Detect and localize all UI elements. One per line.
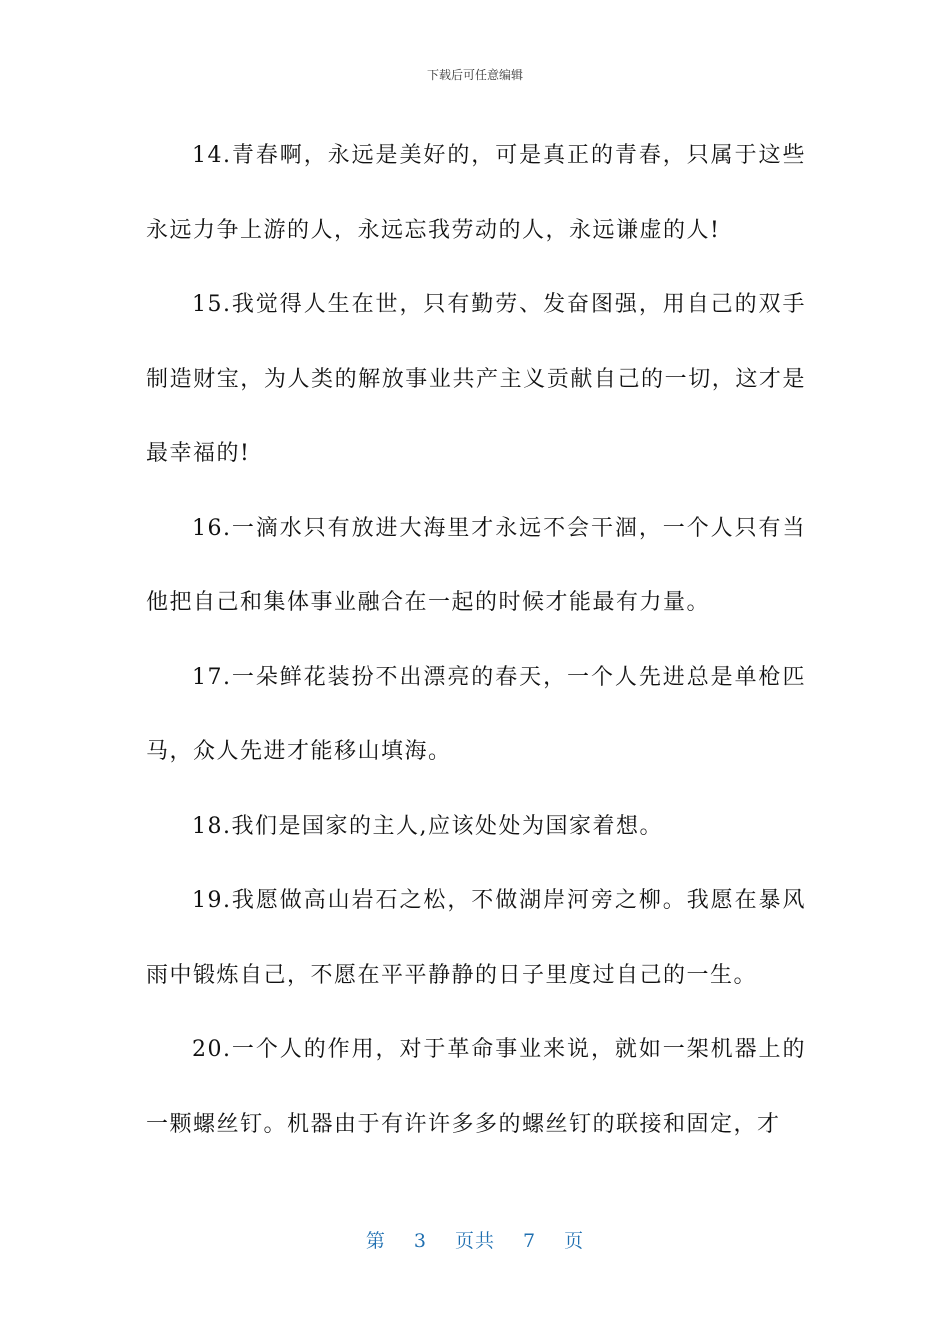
footer-current-page: 3	[413, 1230, 427, 1252]
paragraph-15: 15.我觉得人生在世，只有勤劳、发奋图强，用自己的双手制造财宝，为人类的解放事业共产主义贡献自己的一切，这才是最幸福的!	[146, 292, 806, 466]
footer-total-pages: 7	[523, 1230, 537, 1252]
paragraph-14: 14.青春啊，永远是美好的，可是真正的青春，只属于这些永远力争上游的人，永远忘我劳动的人，永远谦虚的人!	[146, 143, 806, 243]
page-footer	[0, 1226, 950, 1253]
paragraph-17: 17.一朵鲜花装扮不出漂亮的春天，一个人先进总是单枪匹马，众人先进才能移山填海。	[146, 664, 806, 764]
paragraph-20: 20.一个人的作用，对于革命事业来说，就如一架机器上的一颗螺丝钉。机器由于有许许多多的螺丝钉的联接和固定，才	[146, 1037, 806, 1137]
page-header: 下载后可任意编辑	[426, 68, 523, 82]
footer-prefix: 第	[365, 1230, 386, 1252]
footer-suffix: 页	[564, 1230, 585, 1252]
paragraph-16: 16.一滴水只有放进大海里才永远不会干涸，一个人只有当他把自己和集体事业融合在一起的时候才能最有力量。	[146, 515, 806, 615]
paragraph-18: 18.我们是国家的主人,应该处处为国家着想。	[192, 813, 663, 839]
footer-middle: 页共	[454, 1230, 495, 1252]
paragraph-19: 19.我愿做高山岩石之松，不做湖岸河旁之柳。我愿在暴风雨中锻炼自己，不愿在平平静静的日子里度过自己的一生。	[146, 888, 806, 988]
document-body	[146, 119, 806, 1162]
